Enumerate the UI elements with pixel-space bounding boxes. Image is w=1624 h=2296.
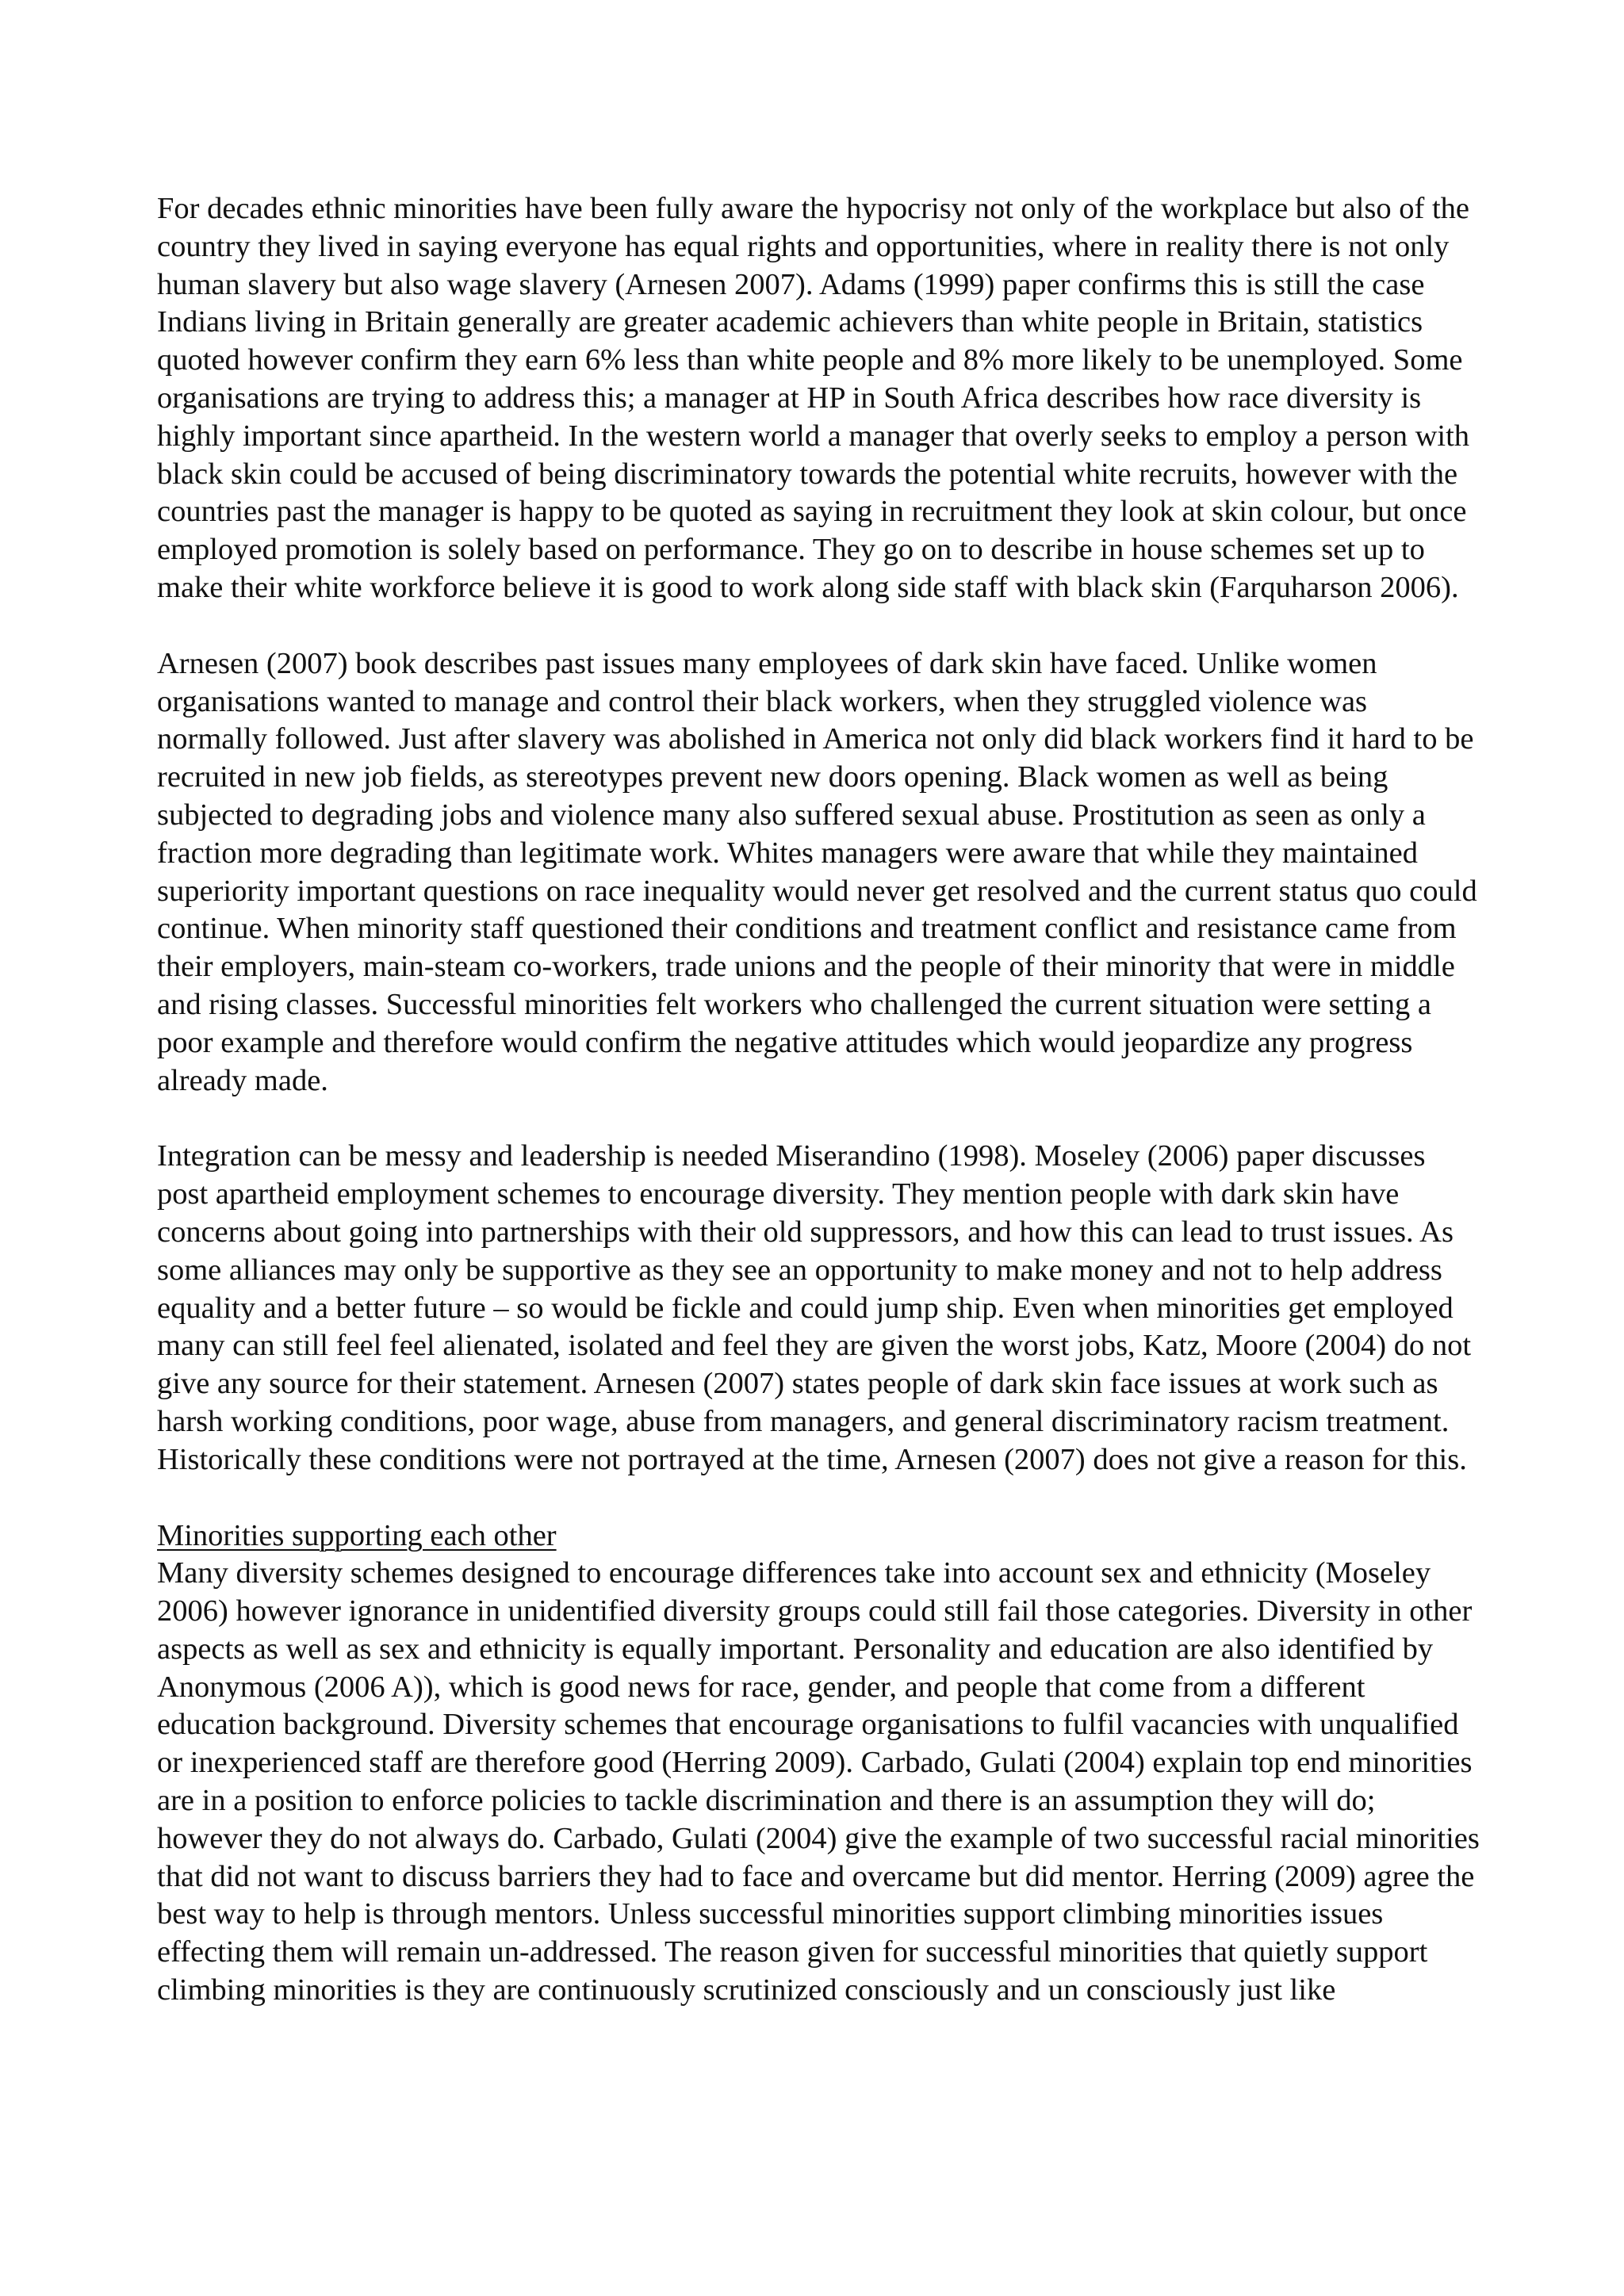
document-body	[157, 190, 1483, 2010]
paragraph-1: For decades ethnic minorities have been fully aware the hypocrisy not only of the workplace but also of the country they lived in saying everyone has equal rights and opportunities, where in reality there is not only human slavery but also wage slavery (Arnesen 2007). Adams (1999) paper confirms this is still the case Indians living in Britain generally are greater academic achievers than white people in Britain, statistics quoted however confirm they earn 6% less than white people and 8% more likely to be unemployed. Some organisations are trying to address this; a manager at HP in South Africa describes how race diversity is highly important since apartheid. In the western world a manager that overly seeks to employ a person with black skin could be accused of being discriminatory towards the potential white recruits, however with the countries past the manager is happy to be quoted as saying in recruitment they look at skin colour, but once employed promotion is solely based on performance. They go on to describe in house schemes set up to make their white workforce believe it is good to work along side staff with black skin (Farquharson 2006).	[157, 192, 1470, 604]
paragraph-3: Integration can be messy and leadership is needed Miserandino (1998). Moseley (2006) paper discusses post apartheid employment schemes to encourage diversity. They mention people with dark skin have concerns about going into partnerships with their old suppressors, and how this can lead to trust issues. As some alliances may only be supportive as they see an opportunity to make money and not to help address equality and a better future – so would be fickle and could jump ship. Even when minorities get employed many can still feel feel alienated, isolated and feel they are given the worst jobs, Katz, Moore (2004) do not give any source for their statement. Arnesen (2007) states people of dark skin face issues at work such as harsh working conditions, poor wage, abuse from managers, and general discriminatory racism treatment. Historically these conditions were not portrayed at the time, Arnesen (2007) does not give a reason for this.	[157, 1139, 1472, 1476]
section-paragraph: Many diversity schemes designed to encourage differences take into account sex and ethnicity (Moseley 2006) however ignorance in unidentified diversity groups could still fail those categories. Diversity in other aspects as well as sex and ethnicity is equally important. Personality and education are also identified by Anonymous (2006 A)), which is good news for race, gender, and people that come from a different education background. Diversity schemes that encourage organisations to fulfil vacancies with unqualified or inexperienced staff are therefore good (Herring 2009). Carbado, Gulati (2004) explain top end minorities are in a position to enforce policies to tackle discrimination and there is an assumption they will do; however they do not always do. Carbado, Gulati (2004) give the example of two successful racial minorities that did not want to discuss barriers they had to face and overcame but did mentor. Herring (2009) agree the best way to help is through mentors. Unless successful minorities support climbing minorities issues effecting them will remain un-addressed. The reason given for successful minorities that quietly support climbing minorities is they are continuously scrutinized consciously and un consciously just like	[157, 1556, 1480, 2007]
paragraph-2: Arnesen (2007) book describes past issues many employees of dark skin have faced. Unlike women organisations wanted to manage and control their black workers, when they struggled violence was normally followed. Just after slavery was abolished in America not only did black workers find it hard to be recruited in new job fields, as stereotypes prevent new doors opening. Black women as well as being subjected to degrading jobs and violence many also suffered sexual abuse. Prostitution as seen as only a fraction more degrading than legitimate work. Whites managers were aware that while they maintained superiority important questions on race inequality would never get resolved and the current status quo could continue. When minority staff questioned their conditions and treatment conflict and resistance came from their employers, main-steam co-workers, trade unions and the people of their minority that were in middle and rising classes. Successful minorities felt workers who challenged the current situation were setting a poor example and therefore would confirm the negative attitudes which would jeopardize any progress already made.	[157, 646, 1477, 1097]
section-heading: Minorities supporting each other	[157, 1518, 557, 1552]
